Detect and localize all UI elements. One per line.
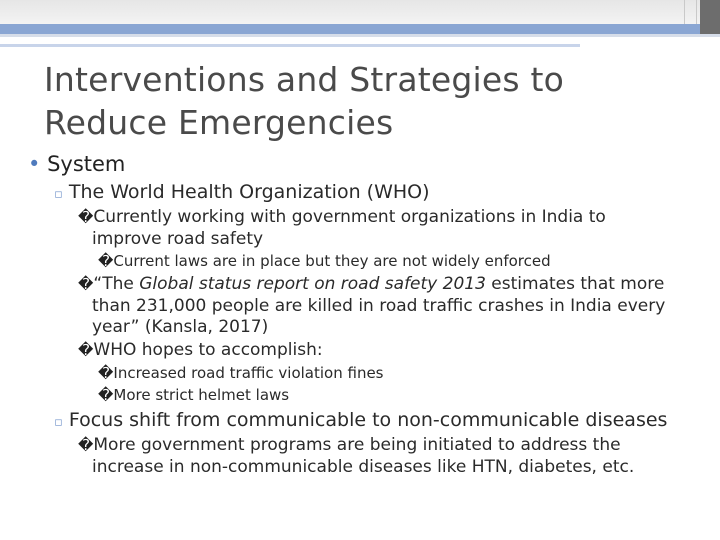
bullet-text: Focus shift from communicable to non-communicable diseases — [68, 409, 668, 431]
bullet-text: More strict helmet laws — [113, 386, 290, 404]
bullet-text: “The — [93, 274, 140, 294]
bullet-continuation — [92, 317, 268, 337]
divider — [0, 34, 720, 37]
bullet-text: year” (Kansla, 2017) — [92, 317, 269, 337]
bullet-system — [28, 152, 125, 176]
bullet-text: increase in non-communicable diseases like HTN, diabetes, etc. — [92, 457, 635, 477]
square-bullet-icon: ▫ — [54, 415, 63, 430]
bullet-text: More government programs are being initiated to address the — [93, 435, 621, 455]
bullet-focus-shift — [54, 409, 667, 431]
divider — [684, 0, 685, 24]
bullet-currently-working — [78, 207, 606, 227]
bullet-text: Increased road traffic violation fines — [113, 364, 384, 382]
bullet-helmet-laws — [98, 386, 289, 404]
corner-block — [700, 0, 720, 34]
divider — [696, 0, 697, 24]
missing-glyph-icon: � — [78, 436, 94, 454]
missing-glyph-icon: � — [98, 252, 114, 270]
bullet-programs — [78, 435, 621, 455]
bullet-dot-icon: • — [28, 152, 41, 176]
underline-bar — [0, 44, 580, 47]
square-bullet-icon: ▫ — [54, 187, 63, 202]
missing-glyph-icon: � — [78, 275, 94, 293]
bullet-text: Current laws are in place but they are not widely enforced — [113, 252, 551, 270]
bullet-who — [54, 181, 430, 203]
missing-glyph-icon: � — [78, 208, 94, 226]
bullet-continuation — [92, 457, 634, 477]
missing-glyph-icon: � — [98, 386, 114, 404]
missing-glyph-icon: � — [98, 364, 114, 382]
bullet-continuation — [92, 229, 263, 249]
bullet-who-hopes — [78, 340, 323, 360]
slide-title: Interventions and Strategies to Reduce Emergencies — [44, 60, 565, 142]
bullet-text: improve road safety — [92, 229, 264, 249]
bullet-continuation — [92, 296, 665, 316]
accent-bar — [0, 24, 720, 34]
bullet-text: WHO hopes to accomplish: — [93, 340, 323, 360]
bullet-report — [78, 274, 664, 294]
bullet-text: The World Health Organization (WHO) — [68, 181, 430, 203]
header-bar — [0, 0, 700, 24]
report-title: Global status report on road safety 2013 — [139, 274, 486, 294]
bullet-current-laws — [98, 252, 551, 270]
missing-glyph-icon: � — [78, 341, 94, 359]
bullet-text: Currently working with government organizations in India to — [93, 207, 606, 227]
bullet-text: System — [47, 152, 126, 176]
bullet-text: estimates that more — [485, 274, 665, 294]
bullet-text: than 231,000 people are killed in road traffic crashes in India every — [92, 296, 666, 316]
bullet-increased-fines — [98, 364, 384, 382]
